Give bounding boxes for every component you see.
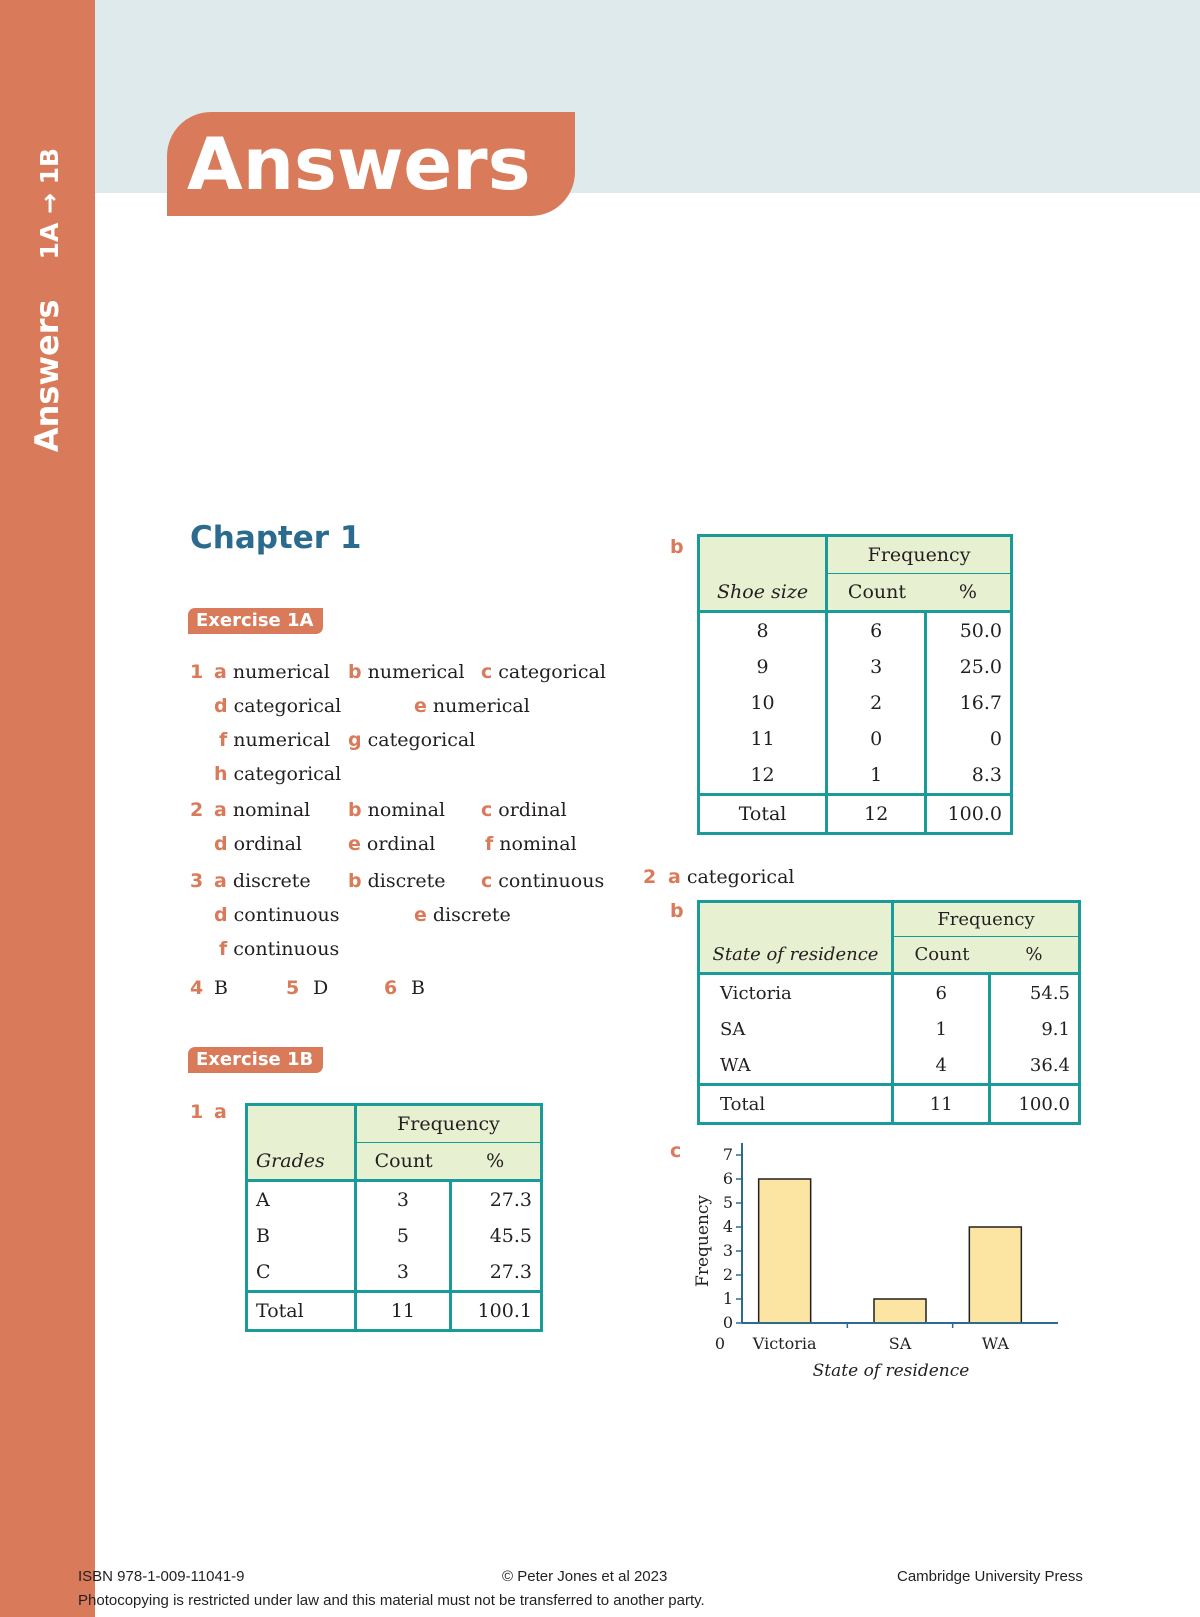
question-number: 1	[190, 661, 204, 683]
answer: c ordinal	[481, 799, 567, 821]
shoe-size-frequency-table	[697, 534, 1013, 835]
answer: a numerical	[214, 661, 330, 683]
sidebar-label	[28, 148, 66, 452]
answer: a categorical	[668, 866, 795, 888]
question-number: 1	[190, 1101, 204, 1123]
answer: c categorical	[481, 661, 606, 683]
y-tick-label: 2	[722, 1265, 733, 1284]
table-row: 10 2 16.7	[699, 685, 1012, 721]
answer: a discrete	[214, 870, 311, 892]
answer: a nominal	[214, 799, 311, 821]
y-tick-label: 1	[722, 1289, 733, 1308]
footer-notice: Photocopying is restricted under law and this material must not be transferred to another party.	[78, 1592, 705, 1609]
table-total-row: Total 11 100.0	[699, 1085, 1080, 1124]
table-row: 9 3 25.0	[699, 649, 1012, 685]
table-row: 11 0 0	[699, 721, 1012, 757]
page-title: Answers	[167, 112, 575, 216]
answer: e ordinal	[348, 833, 436, 855]
answer: B	[214, 977, 228, 999]
sidebar	[0, 0, 95, 1617]
table-header-cell: Count	[827, 574, 926, 612]
table-header-cell: Frequency	[355, 1105, 541, 1143]
table-header-cell	[247, 1105, 356, 1143]
x-tick-label: WA	[981, 1334, 1009, 1353]
table-header-cell: Count	[893, 937, 990, 974]
table-header-cell: Shoe size	[699, 574, 827, 612]
question-number: 3	[190, 870, 204, 892]
table-header-cell: %	[990, 937, 1080, 974]
question-number: 2	[190, 799, 204, 821]
table-header-cell: Count	[355, 1143, 450, 1181]
table-header-cell: %	[926, 574, 1012, 612]
exercise-1b-tag: Exercise 1B	[188, 1047, 323, 1073]
answer: f continuous	[219, 938, 340, 960]
table-row: WA 4 36.4	[699, 1047, 1080, 1085]
table-header-cell: State of residence	[699, 937, 893, 974]
table-total-row: Total 12 100.0	[699, 795, 1012, 834]
grades-frequency-table	[245, 1103, 543, 1332]
x-axis-label: State of residence	[812, 1361, 970, 1381]
answer: g categorical	[348, 729, 476, 751]
table-total-row: Total 11 100.1	[247, 1292, 542, 1331]
footer-publisher: Cambridge University Press	[897, 1568, 1083, 1585]
chapter-heading: Chapter 1	[190, 520, 362, 556]
footer-copyright: © Peter Jones et al 2023	[502, 1568, 668, 1585]
table-row: A 3 27.3	[247, 1181, 542, 1219]
table-row: 12 1 8.3	[699, 757, 1012, 795]
x-tick-label: SA	[888, 1334, 912, 1353]
y-tick-label: 0	[722, 1313, 733, 1332]
y-tick-label: 6	[722, 1169, 733, 1188]
table-header-cell: Frequency	[827, 536, 1012, 574]
frequency-bar-chart	[680, 1135, 1080, 1385]
answer: e numerical	[414, 695, 530, 717]
answer: e discrete	[414, 904, 511, 926]
answer: D	[313, 977, 329, 999]
footer-isbn: ISBN 978-1-009-11041-9	[78, 1568, 245, 1585]
answer: b numerical	[348, 661, 465, 683]
table-row: 8 6 50.0	[699, 612, 1012, 650]
part-label: b	[670, 536, 684, 558]
answer: d continuous	[214, 904, 340, 926]
y-tick-label: 5	[722, 1193, 733, 1212]
y-tick-label: 3	[722, 1241, 733, 1260]
question-number: 2	[643, 866, 657, 888]
question-number: 4	[190, 977, 204, 999]
table-header-cell	[699, 902, 893, 937]
bar-wa	[969, 1227, 1021, 1323]
answer: h categorical	[214, 763, 342, 785]
x-tick-label: Victoria	[752, 1334, 817, 1353]
bar-victoria	[759, 1179, 811, 1323]
y-tick-label: 4	[722, 1217, 733, 1236]
answer: B	[411, 977, 425, 999]
table-row: SA 1 9.1	[699, 1011, 1080, 1047]
question-number: 5	[286, 977, 300, 999]
x-origin-label: 0	[714, 1334, 726, 1353]
exercise-1a-tag: Exercise 1A	[188, 608, 323, 634]
part-label: a	[214, 1101, 227, 1123]
answer: d categorical	[214, 695, 342, 717]
table-row: C 3 27.3	[247, 1254, 542, 1292]
part-label: b	[670, 900, 684, 922]
y-axis-label: Frequency	[693, 1195, 713, 1287]
sidebar-range: 1A → 1B	[35, 147, 64, 260]
answer: c continuous	[481, 870, 605, 892]
state-frequency-table	[697, 900, 1081, 1125]
table-row: B 5 45.5	[247, 1218, 542, 1254]
part-label: c	[670, 1140, 682, 1162]
table-header-cell: %	[450, 1143, 541, 1181]
question-number: 6	[384, 977, 398, 999]
answer: d ordinal	[214, 833, 303, 855]
answer: f nominal	[485, 833, 577, 855]
answer: b discrete	[348, 870, 446, 892]
table-header-cell: Grades	[247, 1143, 356, 1181]
table-header-cell	[699, 536, 827, 574]
table-row: Victoria 6 54.5	[699, 974, 1080, 1012]
answer: f numerical	[219, 729, 331, 751]
bar-sa	[874, 1299, 926, 1323]
table-header-cell: Frequency	[893, 902, 1080, 937]
sidebar-title: Answers	[28, 299, 66, 453]
y-tick-label: 7	[722, 1145, 733, 1164]
answer: b nominal	[348, 799, 446, 821]
